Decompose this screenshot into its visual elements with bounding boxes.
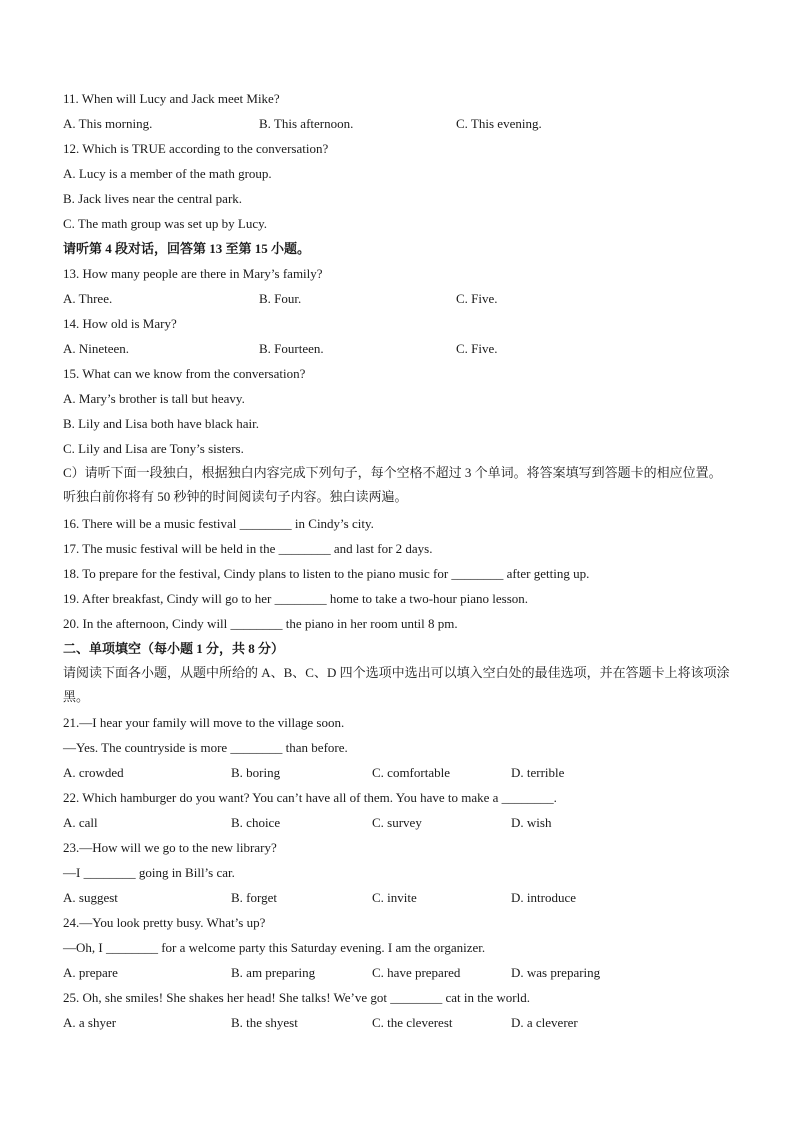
question-23-line-1: 23.—How will we go to the new library?	[63, 840, 277, 855]
question-21-line-1: 21.—I hear your family will move to the village soon.	[63, 715, 345, 730]
fill-sentence-16: 16. There will be a music festival ________ in Cindy’s city.	[63, 516, 374, 531]
question-22-option-d: D. wish	[511, 815, 552, 830]
question-11-option-c: C. This evening.	[456, 116, 542, 131]
question-13-stem: 13. How many people are there in Mary’s family?	[63, 266, 323, 281]
fill-sentence-20: 20. In the afternoon, Cindy will ________ the piano in her room until 8 pm.	[63, 616, 458, 631]
question-22-line-1: 22. Which hamburger do you want? You can’t have all of them. You have to make a ________.	[63, 790, 557, 805]
question-21-option-a: A. crowded	[63, 765, 124, 780]
question-23-line-2: —I ________ going in Bill’s car.	[63, 865, 235, 880]
question-14-option-b: B. Fourteen.	[259, 341, 324, 356]
question-15-option-a: A. Mary’s brother is tall but heavy.	[63, 391, 245, 406]
question-24-option-a: A. prepare	[63, 965, 118, 980]
part-c-instruction: C）请听下面一段独白，根据独白内容完成下列句子，每个空格不超过 3 个单词。将答案填写到答题卡的相应位置。听独白前你将有 50 秒钟的时间阅读句子内容。独白读两遍。	[63, 465, 722, 504]
question-23-option-c: C. invite	[372, 890, 417, 905]
fill-sentence-18: 18. To prepare for the festival, Cindy plans to listen to the piano music for ________ after getting up.	[63, 566, 590, 581]
question-23-option-b: B. forget	[231, 890, 277, 905]
question-12-option-b: B. Jack lives near the central park.	[63, 191, 243, 206]
question-14-option-a: A. Nineteen.	[63, 341, 130, 356]
question-21-option-d: D. terrible	[511, 765, 565, 780]
question-15-stem: 15. What can we know from the conversation?	[63, 366, 306, 381]
question-12-stem: 12. Which is TRUE according to the conversation?	[63, 141, 329, 156]
question-13-option-c: C. Five.	[456, 291, 498, 306]
question-14-stem: 14. How old is Mary?	[63, 316, 177, 331]
question-25-option-d: D. a cleverer	[511, 1015, 578, 1030]
question-21-option-b: B. boring	[231, 765, 281, 780]
question-21-option-c: C. comfortable	[372, 765, 450, 780]
question-24-option-d: D. was preparing	[511, 965, 601, 980]
question-22-option-b: B. choice	[231, 815, 281, 830]
question-25-line-1: 25. Oh, she smiles! She shakes her head! She talks! We’ve got ________ cat in the world.	[63, 990, 530, 1005]
question-25-option-c: C. the cleverest	[372, 1015, 453, 1030]
question-22-option-a: A. call	[63, 815, 98, 830]
question-24-line-2: —Oh, I ________ for a welcome party this Saturday evening. I am the organizer.	[63, 940, 486, 955]
question-15-option-c: C. Lily and Lisa are Tony’s sisters.	[63, 441, 244, 456]
question-15-option-b: B. Lily and Lisa both have black hair.	[63, 416, 260, 431]
question-12-option-c: C. The math group was set up by Lucy.	[63, 216, 267, 231]
question-24-line-1: 24.—You look pretty busy. What’s up?	[63, 915, 266, 930]
question-21-line-2: —Yes. The countryside is more ________ than before.	[63, 740, 348, 755]
question-25-option-b: B. the shyest	[231, 1015, 298, 1030]
part-2-instruction: 请阅读下面各小题，从题中所给的 A、B、C、D 四个选项中选出可以填入空白处的最佳选项，并在答题卡上将该项涂黑。	[63, 665, 730, 704]
fill-sentence-19: 19. After breakfast, Cindy will go to her ________ home to take a two-hour piano lesson.	[63, 591, 529, 606]
question-24-option-c: C. have prepared	[372, 965, 461, 980]
question-25-option-a: A. a shyer	[63, 1015, 117, 1030]
question-12-option-a: A. Lucy is a member of the math group.	[63, 166, 272, 181]
question-23-option-a: A. suggest	[63, 890, 118, 905]
question-11-stem: 11. When will Lucy and Jack meet Mike?	[63, 91, 280, 106]
question-22-option-c: C. survey	[372, 815, 422, 830]
question-14-option-c: C. Five.	[456, 341, 498, 356]
question-13-option-b: B. Four.	[259, 291, 302, 306]
part-2-title: 二、单项填空（每小题 1 分，共 8 分）	[63, 641, 285, 656]
question-23-option-d: D. introduce	[511, 890, 576, 905]
question-13-option-a: A. Three.	[63, 291, 113, 306]
question-24-option-b: B. am preparing	[231, 965, 316, 980]
question-11-option-a: A. This morning.	[63, 116, 153, 131]
fill-sentence-17: 17. The music festival will be held in the ________ and last for 2 days.	[63, 541, 433, 556]
section-4-instruction: 请听第 4 段对话，回答第 13 至第 15 小题。	[63, 241, 311, 256]
question-11-option-b: B. This afternoon.	[259, 116, 354, 131]
